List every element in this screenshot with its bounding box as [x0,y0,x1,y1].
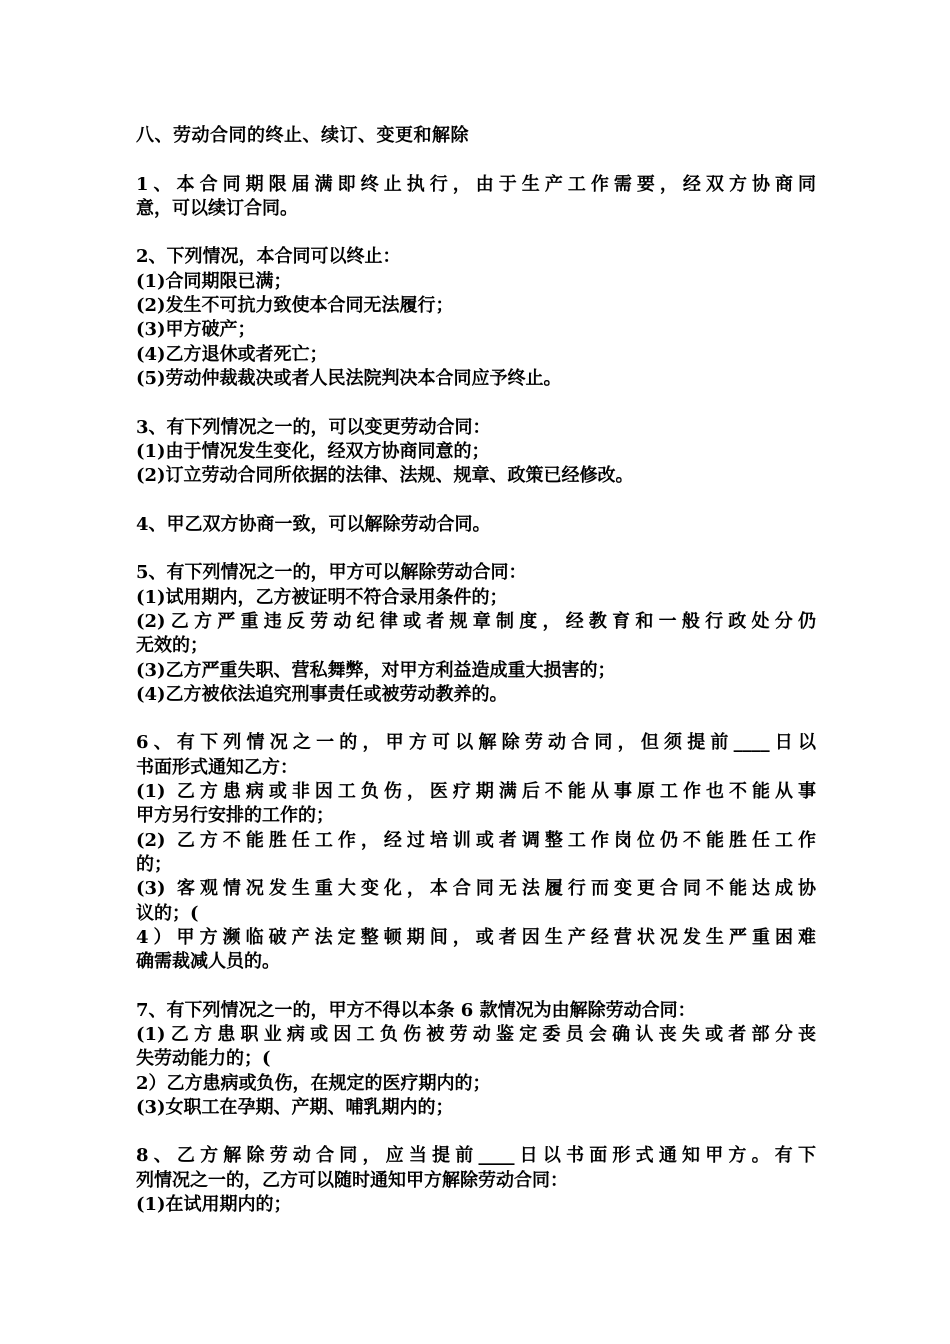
clause-line: 7、有下列情况之一的，甲方不得以本条 6 款情况为由解除劳动合同： [136,999,696,1021]
clause-line: 书面形式通知乙方： [136,756,298,778]
clause-line: (1)在试用期内的； [136,1194,292,1216]
clause-line: (2)乙方严重违反劳动纪律或者规章制度，经教育和一般行政处分仍 [136,610,816,632]
clause-line: (4)乙方退休或者死亡； [136,343,328,365]
clause-6 [136,731,816,974]
clause-line: 4、甲乙双方协商一致，可以解除劳动合同。 [136,513,491,535]
clause-line: 2、下列情况，本合同可以终止： [136,246,401,268]
clause-line: (2)订立劳动合同所依据的法律、法规、规章、政策已经修改。 [136,465,634,487]
clause-line: 议的；( [136,902,199,924]
clause-line: (2) 乙方不能胜任工作，经过培训或者调整工作岗位仍不能胜任工作 [136,829,816,851]
clause-line: (1)合同期限已满； [136,270,292,292]
clause-line: (3) 客观情况发生重大变化，本合同无法履行而变更合同不能达成协 [136,878,816,900]
clause-line: 4）甲方濒临破产法定整顿期间，或者因生产经营状况发生严重困难 [136,926,816,948]
clause-line: (1)由于情况发生变化，经双方协商同意的； [136,440,490,462]
clause-line: 无效的； [136,635,208,657]
clause-8 [136,1144,816,1217]
clause-5 [136,561,816,707]
clause-line: (2)发生不可抗力致使本合同无法履行； [136,295,454,317]
clause-7 [136,999,816,1120]
clause-line: (4)乙方被依法追究刑事责任或被劳动教养的。 [136,683,508,705]
clause-line: (3)乙方严重失职、营私舞弊，对甲方利益造成重大损害的； [136,659,616,681]
clause-line: 2）乙方患病或负伤，在规定的医疗期内的； [136,1072,491,1094]
clause-2 [136,245,816,391]
clause-line: (3)甲方破产； [136,319,256,341]
document-page [136,124,816,1242]
clause-line: 6、有下列情况之一的，甲方可以解除劳动合同，但须提前____日以 [136,732,816,754]
clause-line: 失劳动能力的；( [136,1048,271,1070]
clause-line: 意，可以续订合同。 [136,197,298,219]
clause-1 [136,173,816,222]
clause-line: 1、本合同期限届满即终止执行，由于生产工作需要，经双方协商同 [136,173,816,195]
clause-line: (1)乙方患职业病或因工负伤被劳动鉴定委员会确认丧失或者部分丧 [136,1023,816,1045]
clause-line: 列情况之一的，乙方可以随时通知甲方解除劳动合同： [136,1169,568,1191]
clause-line: 的； [136,853,172,875]
clause-line: 5、有下列情况之一的，甲方可以解除劳动合同： [136,562,527,584]
clause-line: (1)试用期内，乙方被证明不符合录用条件的； [136,586,508,608]
clause-line: 甲方另行安排的工作的； [136,805,334,827]
section-heading: 八、劳动合同的终止、续订、变更和解除 [136,125,469,146]
clause-3 [136,416,816,489]
clause-line: (1) 乙方患病或非因工负伤，医疗期满后不能从事原工作也不能从事 [136,781,816,803]
clause-line: 8、乙方解除劳动合同，应当提前____日以书面形式通知甲方。有下 [136,1145,816,1167]
clause-line: (5)劳动仲裁裁决或者人民法院判决本合同应予终止。 [136,367,562,389]
clause-4 [136,513,816,537]
clause-line: 3、有下列情况之一的，可以变更劳动合同： [136,416,491,438]
clause-line: (3)女职工在孕期、产期、哺乳期内的； [136,1096,454,1118]
clause-line: 确需裁减人员的。 [136,951,280,973]
